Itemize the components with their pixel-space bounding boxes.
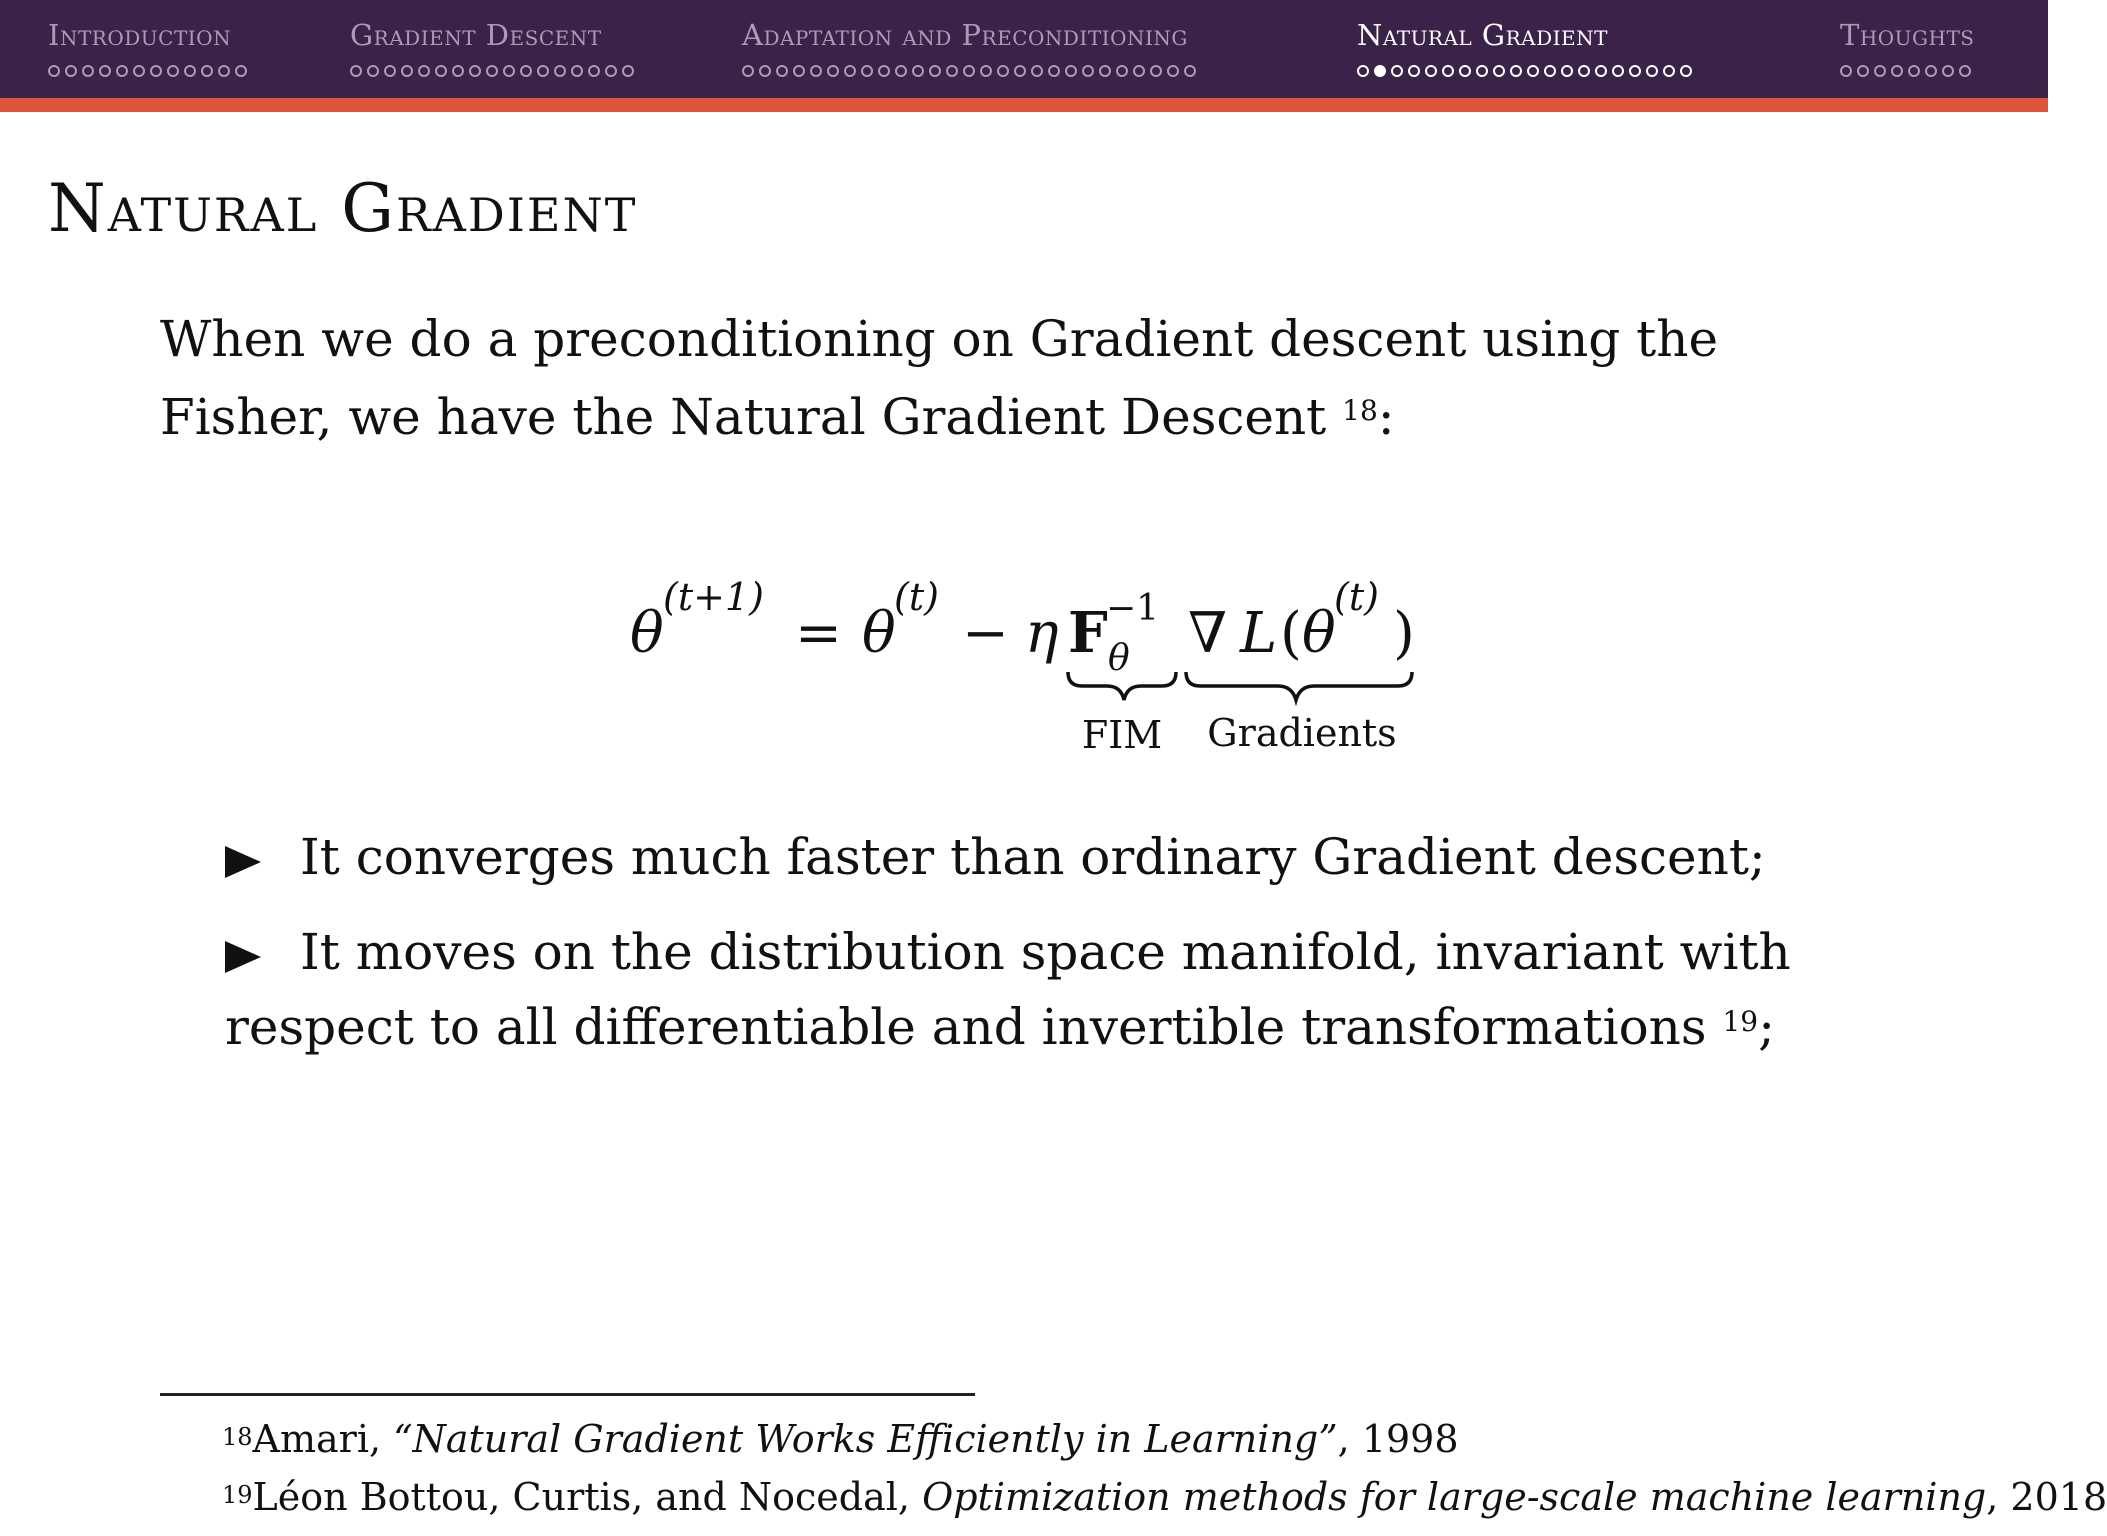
eq-fisher-inverse: −1	[1106, 588, 1160, 629]
slide-dot[interactable]	[367, 65, 379, 77]
slide-dot[interactable]	[1459, 65, 1471, 77]
slide-dot[interactable]	[1561, 65, 1573, 77]
slide-dot[interactable]	[520, 65, 532, 77]
slide-dot[interactable]	[588, 65, 600, 77]
slide-dot[interactable]	[418, 65, 430, 77]
nav-section-label: Introduction	[48, 18, 232, 52]
slide-dot[interactable]	[1527, 65, 1539, 77]
nav-section-label: Gradient Descent	[350, 18, 602, 52]
bullet-list	[225, 820, 1905, 1085]
slide-dot[interactable]	[1014, 65, 1026, 77]
slide-title: Natural Gradient	[48, 170, 638, 247]
slide-dot[interactable]	[1442, 65, 1454, 77]
slide-dot[interactable]	[827, 65, 839, 77]
natural-gradient-equation	[0, 575, 2048, 780]
footnotes	[222, 1410, 2107, 1526]
section-navigation-bar	[0, 0, 2048, 98]
slide-dot[interactable]	[401, 65, 413, 77]
slide-dot[interactable]	[946, 65, 958, 77]
slide-dot[interactable]	[912, 65, 924, 77]
slide-dot[interactable]	[235, 65, 247, 77]
slide-dot[interactable]	[571, 65, 583, 77]
slide-dot[interactable]	[65, 65, 77, 77]
slide-dot[interactable]	[486, 65, 498, 77]
equation-svg	[0, 575, 2048, 780]
slide-dot[interactable]	[1099, 65, 1111, 77]
slide-dot[interactable]	[1510, 65, 1522, 77]
slide-dot[interactable]	[1612, 65, 1624, 77]
eq-fisher-subscript: θ	[1108, 638, 1130, 679]
eq-lhs-theta: θ	[630, 601, 664, 666]
eq-inner-superscript: (t)	[1334, 575, 1379, 619]
eq-eta: η	[1025, 601, 1059, 666]
slide-dot[interactable]	[878, 65, 890, 77]
bullet-end: ;	[1758, 998, 1775, 1056]
slide-dot[interactable]	[776, 65, 788, 77]
slide-dot[interactable]	[1493, 65, 1505, 77]
slide-dot[interactable]	[963, 65, 975, 77]
slide-dot[interactable]	[929, 65, 941, 77]
slide-dot[interactable]	[1629, 65, 1641, 77]
list-item	[225, 915, 1905, 1065]
nav-section-thoughts[interactable]	[1840, 18, 1975, 77]
intro-text: When we do a preconditioning on Gradient descent using the Fisher, we have the Natural Gradient Descent	[160, 310, 1719, 446]
list-item	[225, 820, 1905, 895]
slide-dot[interactable]	[742, 65, 754, 77]
slide-dot[interactable]	[150, 65, 162, 77]
slide-dot[interactable]	[1646, 65, 1658, 77]
slide-dot[interactable]	[1663, 65, 1675, 77]
slide-dot[interactable]	[1891, 65, 1903, 77]
slide-dot[interactable]	[1048, 65, 1060, 77]
slide-dot[interactable]	[1942, 65, 1954, 77]
footnote-year: , 2018	[1986, 1475, 2107, 1519]
eq-open-paren: (	[1280, 601, 1302, 666]
slide-dot[interactable]	[1578, 65, 1590, 77]
slide-dot[interactable]	[1840, 65, 1852, 77]
slide-dot[interactable]	[1908, 65, 1920, 77]
slide-dot[interactable]	[350, 65, 362, 77]
slide-dot[interactable]	[537, 65, 549, 77]
nav-section-adaptation-and-preconditioning[interactable]	[742, 18, 1196, 77]
nav-progress-dots	[742, 65, 1196, 77]
slide-dot[interactable]	[1857, 65, 1869, 77]
slide-dot[interactable]	[980, 65, 992, 77]
footnote-ref-19[interactable]: 19	[1722, 1005, 1759, 1038]
footnote-year: , 1998	[1337, 1417, 1459, 1461]
triangle-bullet-icon	[225, 846, 261, 878]
slide-dot[interactable]	[1065, 65, 1077, 77]
intro-paragraph	[160, 300, 1900, 456]
eq-equals: =	[795, 601, 842, 666]
eq-lhs-superscript: (t+1)	[663, 575, 764, 619]
slide-dot[interactable]	[452, 65, 464, 77]
footnote-18	[222, 1410, 2022, 1468]
nav-section-introduction[interactable]	[48, 18, 247, 77]
nav-progress-dots	[1840, 65, 1975, 77]
eq-loss: L	[1240, 601, 1278, 666]
fim-label: FIM	[1081, 713, 1163, 757]
eq-rhs-theta: θ	[862, 601, 896, 666]
slide-dot[interactable]	[997, 65, 1009, 77]
nav-progress-dots	[350, 65, 634, 77]
slide-dot[interactable]	[201, 65, 213, 77]
nav-section-label: Adaptation and Preconditioning	[742, 18, 1188, 52]
eq-fisher-matrix: F	[1068, 600, 1108, 666]
slide-dot[interactable]	[605, 65, 617, 77]
footnote-number: 18	[222, 1423, 253, 1451]
slide-dot[interactable]	[1595, 65, 1607, 77]
gradients-underbrace	[1186, 672, 1412, 700]
slide-dot[interactable]	[861, 65, 873, 77]
slide-dot[interactable]	[48, 65, 60, 77]
slide-dot[interactable]	[1184, 65, 1196, 77]
nav-progress-dots	[1357, 65, 1692, 77]
slide-dot[interactable]	[1425, 65, 1437, 77]
slide-dot[interactable]	[116, 65, 128, 77]
slide-dot[interactable]	[1357, 65, 1369, 77]
gradients-label: Gradients	[1207, 711, 1397, 755]
slide-dot[interactable]	[1544, 65, 1556, 77]
eq-rhs-superscript: (t)	[894, 575, 939, 619]
slide-dot[interactable]	[1476, 65, 1488, 77]
bullet-text: It converges much faster than ordinary Gradient descent;	[300, 828, 1766, 886]
footnote-title: “Natural Gradient Works Efficiently in Learning”	[393, 1417, 1338, 1461]
nav-section-label: Natural Gradient	[1357, 18, 1608, 52]
slide-dot[interactable]	[1391, 65, 1403, 77]
eq-minus: −	[962, 601, 1009, 666]
bullet-text: It moves on the distribution space manifold, invariant with respect to all differentiable and invertible transformations	[225, 923, 1791, 1056]
slide-dot[interactable]	[1116, 65, 1128, 77]
slide-dot[interactable]	[184, 65, 196, 77]
slide-dot[interactable]	[554, 65, 566, 77]
nav-section-natural-gradient[interactable]	[1357, 18, 1692, 77]
slide-dot[interactable]	[503, 65, 515, 77]
slide-dot[interactable]	[895, 65, 907, 77]
slide-dot[interactable]	[1167, 65, 1179, 77]
slide-dot[interactable]	[469, 65, 481, 77]
footnote-divider	[160, 1393, 975, 1396]
slide-dot[interactable]	[1925, 65, 1937, 77]
slide-dot[interactable]	[99, 65, 111, 77]
slide-dot[interactable]	[1959, 65, 1971, 77]
intro-colon: :	[1377, 388, 1395, 446]
footnote-title: Optimization methods for large-scale machine learning	[922, 1475, 1987, 1519]
footnote-19	[222, 1468, 2107, 1526]
slide-dot[interactable]	[1408, 65, 1420, 77]
footnote-author: Léon Bottou, Curtis, and Nocedal,	[252, 1475, 923, 1519]
slide-dot[interactable]	[435, 65, 447, 77]
slide-dot[interactable]	[218, 65, 230, 77]
slide-dot[interactable]	[1874, 65, 1886, 77]
footnote-ref-18[interactable]: 18	[1342, 394, 1378, 427]
slide-dot[interactable]	[844, 65, 856, 77]
slide-dot[interactable]	[1680, 65, 1692, 77]
slide-dot[interactable]	[1150, 65, 1162, 77]
footnote-author: Amari,	[252, 1417, 394, 1461]
slide-dot[interactable]	[1031, 65, 1043, 77]
current-slide-dot[interactable]	[1374, 65, 1386, 77]
eq-nabla: ∇	[1188, 601, 1228, 666]
slide-dot[interactable]	[133, 65, 145, 77]
eq-inner-theta: θ	[1302, 601, 1336, 666]
nav-section-label: Thoughts	[1840, 18, 1975, 52]
eq-close-paren: )	[1393, 601, 1415, 666]
slide-dot[interactable]	[622, 65, 634, 77]
nav-progress-dots	[48, 65, 247, 77]
slide-dot[interactable]	[1133, 65, 1145, 77]
nav-accent-stripe	[0, 98, 2048, 112]
slide-dot[interactable]	[167, 65, 179, 77]
slide-dot[interactable]	[82, 65, 94, 77]
slide-dot[interactable]	[1082, 65, 1094, 77]
slide-dot[interactable]	[384, 65, 396, 77]
slide-dot[interactable]	[810, 65, 822, 77]
slide-dot[interactable]	[759, 65, 771, 77]
slide-dot[interactable]	[793, 65, 805, 77]
footnote-number: 19	[222, 1481, 253, 1509]
nav-section-gradient-descent[interactable]	[350, 18, 634, 77]
triangle-bullet-icon	[225, 941, 261, 973]
